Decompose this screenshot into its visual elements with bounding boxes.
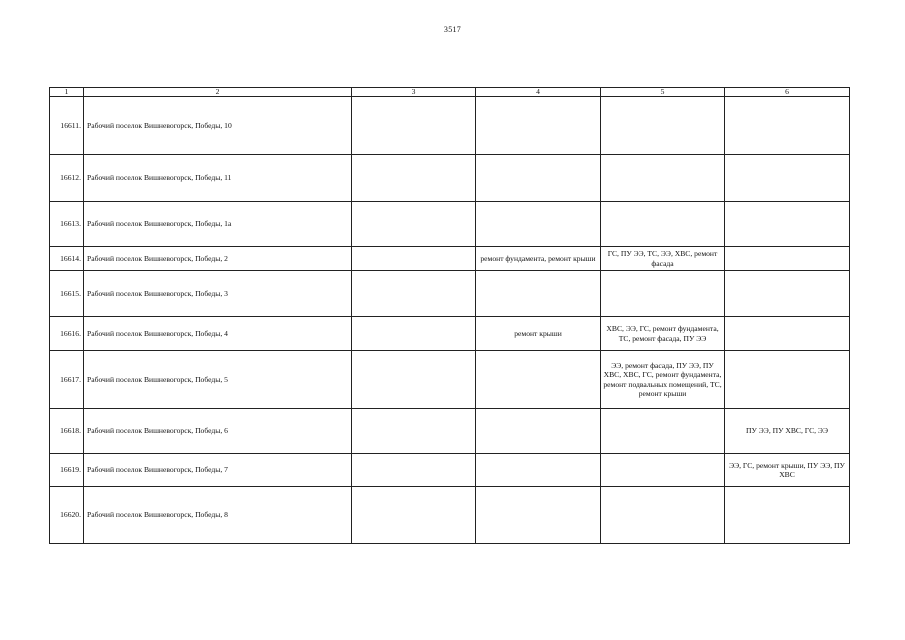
column-header: 3	[352, 88, 476, 97]
column-header: 4	[476, 88, 601, 97]
row-number: 16617.	[50, 351, 84, 409]
cell-col6	[725, 317, 850, 351]
cell-col4	[476, 97, 601, 155]
cell-col3	[352, 271, 476, 317]
cell-col4	[476, 351, 601, 409]
cell-col4	[476, 454, 601, 487]
table-row	[50, 487, 850, 544]
row-address: Рабочий поселок Вишневогорск, Победы, 5	[84, 351, 352, 409]
cell-col4	[476, 202, 601, 247]
row-number: 16616.	[50, 317, 84, 351]
cell-col5: ЭЭ, ремонт фасада, ПУ ЭЭ, ПУ ХВС, ХВС, ГС, ремонт фундамента, ремонт подвальных помещений, ТС, ремонт крыши	[601, 351, 725, 409]
column-header: 6	[725, 88, 850, 97]
row-number: 16612.	[50, 155, 84, 202]
row-number: 16618.	[50, 409, 84, 454]
row-number: 16620.	[50, 487, 84, 544]
cell-col3	[352, 351, 476, 409]
row-number: 16614.	[50, 247, 84, 271]
row-address: Рабочий поселок Вишневогорск, Победы, 4	[84, 317, 352, 351]
cell-col5	[601, 487, 725, 544]
table-row	[50, 317, 850, 351]
cell-col3	[352, 202, 476, 247]
cell-col3	[352, 317, 476, 351]
row-address: Рабочий поселок Вишневогорск, Победы, 7	[84, 454, 352, 487]
cell-col5	[601, 409, 725, 454]
page-number: 3517	[443, 25, 462, 34]
row-number: 16615.	[50, 271, 84, 317]
cell-col6: ЭЭ, ГС, ремонт крыши, ПУ ЭЭ, ПУ ХВС	[725, 454, 850, 487]
cell-col4: ремонт крыши	[476, 317, 601, 351]
cell-col3	[352, 97, 476, 155]
cell-col6	[725, 351, 850, 409]
cell-col4	[476, 271, 601, 317]
cell-col6	[725, 155, 850, 202]
table-row	[50, 247, 850, 271]
cell-col4	[476, 409, 601, 454]
cell-col6	[725, 271, 850, 317]
row-address: Рабочий поселок Вишневогорск, Победы, 2	[84, 247, 352, 271]
cell-col4	[476, 487, 601, 544]
row-address: Рабочий поселок Вишневогорск, Победы, 11	[84, 155, 352, 202]
cell-col5	[601, 155, 725, 202]
column-header: 5	[601, 88, 725, 97]
table-row	[50, 97, 850, 155]
row-number: 16611.	[50, 97, 84, 155]
cell-col6	[725, 202, 850, 247]
cell-col5: ХВС, ЭЭ, ГС, ремонт фундамента, ТС, ремонт фасада, ПУ ЭЭ	[601, 317, 725, 351]
data-table	[49, 87, 850, 544]
cell-col6	[725, 97, 850, 155]
cell-col3	[352, 454, 476, 487]
row-number: 16613.	[50, 202, 84, 247]
row-address: Рабочий поселок Вишневогорск, Победы, 10	[84, 97, 352, 155]
table-row	[50, 351, 850, 409]
cell-col5	[601, 97, 725, 155]
table-row	[50, 454, 850, 487]
row-address: Рабочий поселок Вишневогорск, Победы, 3	[84, 271, 352, 317]
table-row	[50, 271, 850, 317]
row-number: 16619.	[50, 454, 84, 487]
cell-col3	[352, 409, 476, 454]
cell-col6: ПУ ЭЭ, ПУ ХВС, ГС, ЭЭ	[725, 409, 850, 454]
table-row	[50, 409, 850, 454]
cell-col4: ремонт фундамента, ремонт крыши	[476, 247, 601, 271]
table-row	[50, 202, 850, 247]
cell-col5	[601, 202, 725, 247]
cell-col3	[352, 247, 476, 271]
row-address: Рабочий поселок Вишневогорск, Победы, 8	[84, 487, 352, 544]
cell-col5	[601, 454, 725, 487]
header-row	[50, 88, 850, 97]
table-row	[50, 155, 850, 202]
cell-col6	[725, 247, 850, 271]
row-address: Рабочий поселок Вишневогорск, Победы, 1а	[84, 202, 352, 247]
cell-col5	[601, 271, 725, 317]
cell-col3	[352, 487, 476, 544]
cell-col4	[476, 155, 601, 202]
cell-col3	[352, 155, 476, 202]
cell-col5: ГС, ПУ ЭЭ, ТС, ЭЭ, ХВС, ремонт фасада	[601, 247, 725, 271]
column-header: 2	[84, 88, 352, 97]
column-header: 1	[50, 88, 84, 97]
row-address: Рабочий поселок Вишневогорск, Победы, 6	[84, 409, 352, 454]
cell-col6	[725, 487, 850, 544]
